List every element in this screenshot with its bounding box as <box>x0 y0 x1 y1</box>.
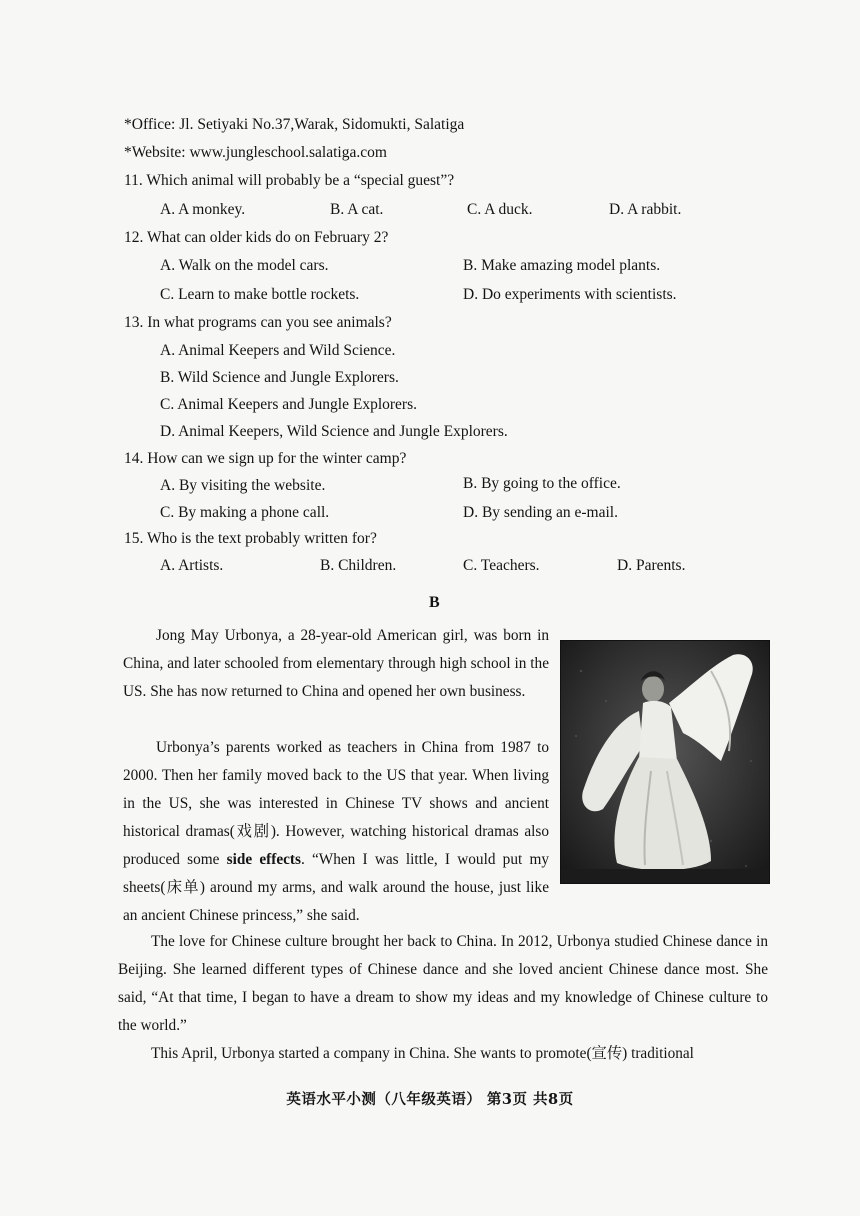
side-effects-phrase: side effects <box>226 851 301 868</box>
question-14-stem: 14. How can we sign up for the winter camp? <box>124 450 407 467</box>
office-address: *Office: Jl. Setiyaki No.37,Warak, Sidomukti, Salatiga <box>124 116 465 133</box>
dancer-photo <box>560 640 770 884</box>
question-13-option-d: D. Animal Keepers, Wild Science and Jungle Explorers. <box>160 423 508 440</box>
question-15-option-a: A. Artists. <box>160 557 224 574</box>
question-13-stem: 13. In what programs can you see animals? <box>124 314 392 331</box>
question-13-option-c: C. Animal Keepers and Jungle Explorers. <box>160 396 417 413</box>
question-12-option-c: C. Learn to make bottle rockets. <box>160 286 360 303</box>
question-14-option-d: D. By sending an e-mail. <box>463 504 618 521</box>
section-b-heading: B <box>429 594 440 611</box>
passage-paragraph-4: This April, Urbonya started a company in China. She wants to promote(宣传) traditional <box>151 1045 694 1062</box>
page-footer: 英语水平小测（八年级英语） 第3页 共8页 <box>286 1091 574 1108</box>
question-15-option-d: D. Parents. <box>617 557 686 574</box>
question-11-option-d: D. A rabbit. <box>609 201 682 218</box>
question-11-stem: 11. Which animal will probably be a “special guest”? <box>124 172 455 189</box>
question-11-option-b: B. A cat. <box>330 201 384 218</box>
question-13-option-b: B. Wild Science and Jungle Explorers. <box>160 369 399 386</box>
question-12-option-d: D. Do experiments with scientists. <box>463 286 677 303</box>
passage-paragraph-2 <box>123 734 549 930</box>
question-11-option-c: C. A duck. <box>467 201 533 218</box>
question-14-option-a: A. By visiting the website. <box>160 477 326 494</box>
passage-paragraph-3: The love for Chinese culture brought her back to China. In 2012, Urbonya studied Chinese dance in Beijing. She learned different types of Chinese dance and she loved ancient Chinese dance most. She said, “At that time, I began to have a dream to show my ideas and my knowledge of Chinese culture to the world.” <box>118 933 768 1034</box>
question-14-option-c: C. By making a phone call. <box>160 504 330 521</box>
question-12-stem: 12. What can older kids do on February 2? <box>124 229 389 246</box>
question-12-option-a: A. Walk on the model cars. <box>160 257 329 274</box>
question-12-option-b: B. Make amazing model plants. <box>463 257 661 274</box>
passage-paragraph-2-text-a: Urbonya’s parents worked as teachers in China from 1987 to 2000. Then her family moved back to the US that year. When living in the US, she was interested in Chinese TV shows and ancient historical dramas(戏剧). However, watching historical dramas also produced some <box>123 739 549 868</box>
passage-paragraph-1: Jong May Urbonya, a 28-year-old American girl, was born in China, and later schooled from elementary through high school in the US. She has now returned to China and opened her own business. <box>123 627 549 700</box>
question-11-option-a: A. A monkey. <box>160 201 246 218</box>
question-14-option-b: B. By going to the office. <box>463 475 621 492</box>
question-15-option-b: B. Children. <box>320 557 397 574</box>
question-15-option-c: C. Teachers. <box>463 557 540 574</box>
passage-paragraph-2-text-b: . “When I was little, I would put my sheets(床单) around my arms, and walk around the house, just like an ancient Chinese princess,” she said. <box>123 851 549 924</box>
question-15-stem: 15. Who is the text probably written for? <box>124 530 377 547</box>
question-13-option-a: A. Animal Keepers and Wild Science. <box>160 342 396 359</box>
website-line: *Website: www.jungleschool.salatiga.com <box>124 144 387 161</box>
